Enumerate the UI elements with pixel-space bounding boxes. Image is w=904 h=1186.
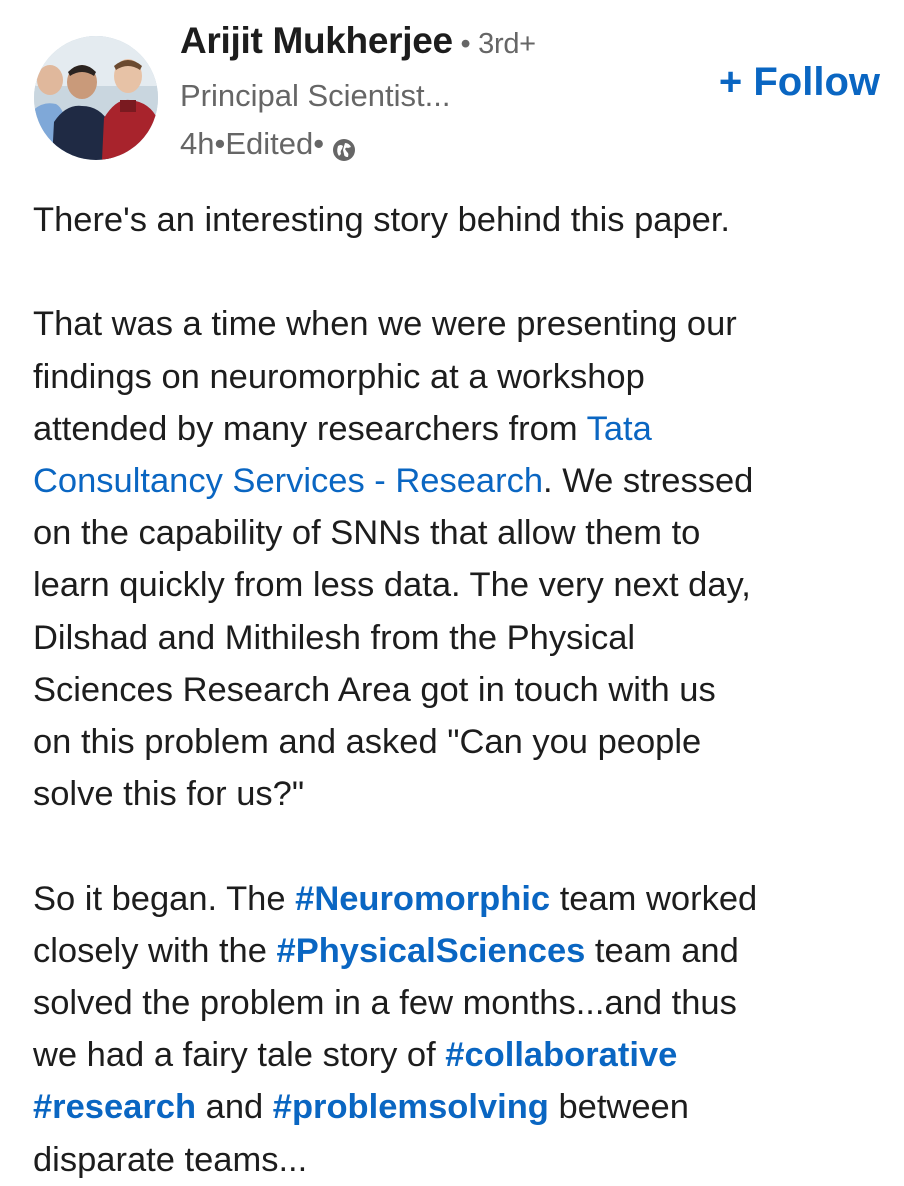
author-avatar[interactable] [34, 36, 158, 160]
post-text: . We stressed [543, 462, 754, 500]
post-time: 4h [180, 126, 215, 161]
post-line: on this problem and asked "Can you people [33, 723, 702, 762]
degree-separator: • [452, 28, 479, 60]
post-line [33, 925, 883, 977]
post-line [33, 873, 883, 925]
post-header [0, 0, 904, 180]
post-text: attended by many researchers from [33, 409, 587, 448]
edited-label: Edited [225, 126, 314, 161]
post-meta [180, 126, 356, 162]
author-name[interactable]: Arijit Mukherjee [180, 20, 453, 61]
post-line: Sciences Research Area got in touch with us [33, 670, 716, 709]
hashtag-problemsolving[interactable]: #problemsolving [272, 1088, 549, 1127]
follow-button[interactable]: + Follow [718, 60, 880, 104]
company-mention-tcs-continued[interactable]: Consultancy Services - Research [33, 462, 544, 500]
post-line: solve this for us?" [33, 775, 305, 814]
post-paragraph-2 [33, 298, 883, 820]
post-line: disparate teams... [33, 1140, 308, 1179]
hashtag-neuromorphic[interactable]: #Neuromorphic [295, 879, 551, 918]
post-line [33, 403, 883, 455]
globe-icon [332, 134, 356, 158]
author-headline: Principal Scientist... [180, 78, 451, 113]
post-line: That was a time when we were presenting our [33, 305, 737, 344]
company-mention-tcs[interactable]: Tata [586, 409, 652, 448]
avatar-photo [34, 36, 158, 160]
meta-separator-2: • [313, 126, 325, 161]
post-text: team and [585, 931, 739, 970]
hashtag-collaborative[interactable]: #collaborative [445, 1036, 678, 1075]
post-line: on the capability of SNNs that allow them to [33, 514, 701, 553]
post-line: There's an interesting story behind this paper. [33, 201, 730, 239]
connection-degree: 3rd+ [478, 28, 536, 60]
hashtag-physicalsciences[interactable]: #PhysicalSciences [276, 931, 586, 970]
post-line: learn quickly from less data. The very next day, [33, 566, 751, 605]
post-text: we had a fairy tale story of [33, 1036, 446, 1075]
hashtag-research[interactable]: #research [33, 1088, 197, 1127]
post-line [33, 1029, 883, 1081]
post-line: findings on neuromorphic at a workshop [33, 357, 645, 396]
post-body [33, 194, 883, 1186]
meta-separator: • [214, 126, 226, 161]
post-paragraph-3 [33, 873, 883, 1186]
post-line: solved the problem in a few months...and thus [33, 984, 737, 1023]
post-text: and [196, 1088, 273, 1127]
post-text: So it began. The [33, 879, 296, 918]
post-line [33, 1081, 883, 1133]
author-name-line [180, 20, 536, 62]
post-line: Dilshad and Mithilesh from the Physical [33, 618, 636, 657]
post-paragraph-1 [33, 194, 883, 246]
post-text: between [548, 1088, 689, 1127]
post-line [33, 455, 883, 507]
post-text: closely with the [33, 931, 277, 970]
post-text: team worked [550, 879, 758, 918]
